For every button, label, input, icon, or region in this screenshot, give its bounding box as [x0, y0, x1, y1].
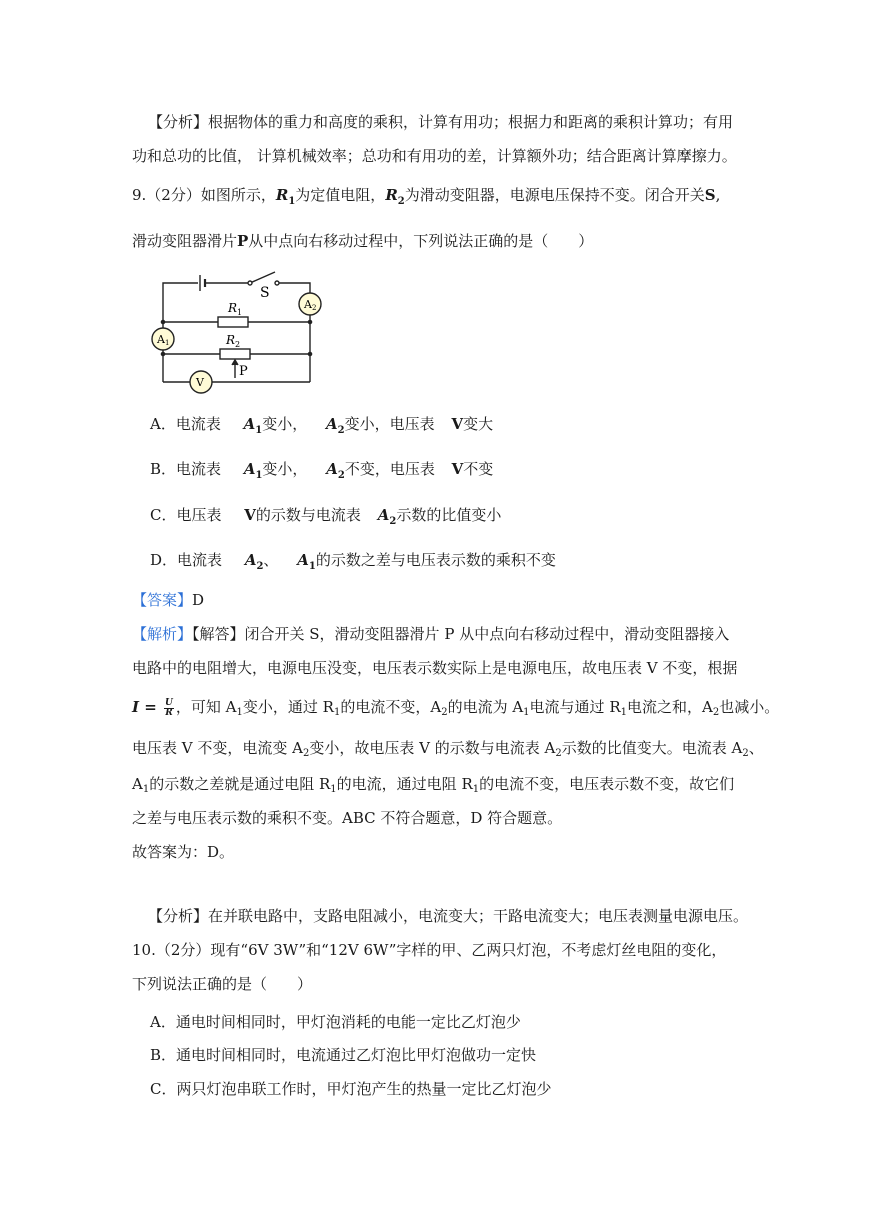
subscript: 2: [712, 707, 720, 718]
q10-stem-line-2: 下列说法正确的是（ ）: [132, 975, 313, 993]
solution-text: 变小，故电压表 V 的示数与电流表 A: [309, 739, 556, 757]
switch-blade: [250, 272, 275, 283]
r2-label: [225, 333, 240, 349]
analysis-8-line-1: [148, 112, 733, 132]
option-text: D．电流表: [150, 551, 223, 569]
option-text: 变小，: [262, 460, 308, 478]
solution-text: 电流之和，A: [627, 698, 713, 716]
math-symbol: A: [377, 506, 390, 524]
analysis-9: [148, 906, 748, 926]
answer-line: [132, 590, 204, 610]
option-c[interactable]: [150, 505, 501, 532]
q9-stem-text: 9.（2分）如图所示，: [132, 186, 276, 204]
option-text: 、: [263, 551, 279, 569]
q10-option-b[interactable]: B．通电时间相同时，电流通过乙灯泡比甲灯泡做功一定快: [150, 1046, 537, 1064]
formula-denominator: R: [165, 707, 173, 718]
option-text: 示数的比值变小: [396, 506, 502, 524]
r1-sub: 1: [237, 308, 243, 317]
resistor-r1: [218, 317, 248, 327]
option-text: A．电流表: [150, 415, 221, 433]
v-label: V: [196, 376, 204, 389]
analysis-8-line-2: 功和总功的比值， 计算机械效率；总功和有用功的差，计算额外功；结合距离计算摩擦力。: [132, 147, 737, 165]
subscript: 1: [523, 707, 530, 718]
r1-label: [227, 301, 242, 317]
r1-symbol: R: [275, 186, 289, 204]
formula-numerator: U: [165, 697, 173, 708]
r1-letter: R: [228, 301, 238, 315]
option-text: 的示数与电流表: [255, 506, 361, 524]
solution-tag: 【解析】: [132, 625, 193, 643]
math-subscript: 1: [255, 470, 263, 481]
q9-stem-text: 滑动变阻器滑片: [132, 232, 238, 250]
solution-text: 变小，通过 R: [242, 698, 334, 716]
option-text: 的示数之差与电压表示数的乘积不变: [315, 551, 556, 569]
formula-lhs: I: [132, 698, 140, 716]
subscript: 2: [302, 748, 310, 759]
math-symbol: A: [243, 415, 256, 433]
q9-stem-line-1: [132, 185, 720, 212]
math-subscript: 2: [337, 470, 345, 481]
q10-option-c[interactable]: C．两只灯泡串联工作时，甲灯泡产生的热量一定比乙灯泡少: [150, 1080, 552, 1098]
subscript: 1: [236, 707, 243, 718]
math-symbol: A: [326, 460, 338, 478]
a2-letter: A: [304, 298, 312, 311]
answer-tag: 【答案】: [132, 591, 193, 609]
solution-line-7: 故答案为：D。: [132, 843, 235, 861]
slider-symbol: P: [237, 232, 249, 250]
solution-line-4: [132, 738, 764, 764]
solution-line-6: 之差与电压表示数的乘积不变。ABC 不符合题意，D 符合题意。: [132, 809, 563, 827]
q10-option-a[interactable]: A．通电时间相同时，甲灯泡消耗的电能一定比乙灯泡少: [150, 1013, 521, 1031]
solution-text: 的电流，通过电阻 R: [336, 775, 473, 793]
solution-line-5: [132, 774, 734, 800]
q9-stem-text: 从中点向右移动过程中，下列说法正确的是（ ）: [248, 232, 594, 250]
subscript: 2: [742, 748, 749, 759]
option-d[interactable]: [150, 550, 556, 577]
analysis-tag: 【分析】: [148, 907, 209, 925]
option-text: 变小，: [262, 415, 308, 433]
subscript: 2: [441, 707, 448, 718]
solution-text: 【解答】闭合开关 S，滑动变阻器滑片 P 从中点向右移动过程中，滑动变阻器接入: [192, 625, 730, 643]
circuit-diagram: [140, 262, 340, 402]
option-text: 不变: [463, 460, 494, 478]
answer-value: D: [192, 591, 205, 609]
subscript: 2: [555, 748, 562, 759]
solution-text: 的示数之差就是通过电阻 R: [149, 775, 331, 793]
analysis-tag: 【分析】: [148, 113, 209, 131]
q9-stem-line-2: [132, 231, 593, 251]
q9-stem-text: ,: [715, 186, 721, 204]
r2-letter: R: [226, 333, 236, 347]
r2-subscript: 2: [397, 196, 405, 207]
math-subscript: 2: [256, 561, 264, 572]
switch-symbol: S: [704, 186, 716, 204]
r1-subscript: 1: [288, 196, 296, 207]
option-text: 变大: [463, 415, 494, 433]
solution-text: ，可知 A: [175, 698, 237, 716]
r2-symbol: R: [385, 186, 398, 204]
solution-text: 的电流不变，A: [340, 698, 442, 716]
math-symbol: V: [244, 506, 256, 524]
subscript: 1: [333, 707, 341, 718]
solution-line-3: [132, 697, 779, 723]
analysis-text: 根据物体的重力和高度的乘积，计算有用功；根据力和距离的乘积计算功；有用: [208, 113, 734, 131]
math-symbol: V: [451, 415, 464, 433]
solution-text: 的电流不变，电压表示数不变，故它们: [479, 775, 735, 793]
formula-eq: =: [139, 698, 163, 716]
solution-line-1: [132, 624, 729, 644]
subscript: 1: [472, 784, 480, 795]
formula-fraction: [164, 699, 174, 718]
math-symbol: A: [326, 415, 338, 433]
math-symbol: A: [244, 551, 257, 569]
q10-stem-line-1: 10.（2分）现有“6V 3W”和“12V 6W”字样的甲、乙两只灯泡，不考虑灯丝电阻的变化，: [132, 941, 727, 959]
option-text: C．电压表: [150, 506, 222, 524]
solution-text: 也减小。: [719, 698, 780, 716]
math-subscript: 2: [337, 425, 345, 436]
option-a[interactable]: [150, 414, 493, 441]
math-subscript: 2: [389, 516, 397, 527]
subscript: 1: [330, 784, 337, 795]
math-symbol: A: [297, 551, 309, 569]
subscript: 1: [142, 784, 150, 795]
a1-sub: 1: [164, 339, 170, 347]
math-subscript: 1: [255, 425, 263, 436]
p-label: P: [239, 364, 248, 379]
a1-letter: A: [157, 333, 165, 346]
analysis-text: 在并联电路中，支路电阻减小，电流变大；干路电流变大；电压表测量电源电压。: [208, 907, 749, 925]
option-b[interactable]: [150, 459, 493, 486]
solution-text: 的电流为 A: [447, 698, 524, 716]
a2-sub: 2: [311, 304, 317, 312]
resistor-r2: [220, 349, 250, 359]
solution-line-2: 电路中的电阻增大，电源电压没变，电压表示数实际上是电源电压，故电压表 V 不变，根据: [132, 659, 738, 677]
option-text: 不变，电压表: [344, 460, 435, 478]
subscript: 1: [620, 707, 627, 718]
q9-stem-text: 为滑动变阻器，电源电压保持不变。闭合开关: [404, 186, 705, 204]
solution-text: 示数的比值变大。电流表 A: [561, 739, 743, 757]
r2-sub: 2: [235, 340, 241, 349]
solution-text: 电压表 V 不变，电流变 A: [132, 739, 303, 757]
option-text: B．电流表: [150, 460, 222, 478]
option-text: 变小，电压表: [344, 415, 435, 433]
math-symbol: A: [243, 460, 256, 478]
q9-stem-text: 为定值电阻，: [295, 186, 386, 204]
solution-text: 、: [748, 739, 764, 757]
switch-label: S: [260, 285, 270, 301]
math-symbol: V: [451, 460, 464, 478]
math-subscript: 1: [308, 561, 316, 572]
solution-text: A: [132, 775, 143, 793]
solution-text: 电流与通过 R: [529, 698, 621, 716]
